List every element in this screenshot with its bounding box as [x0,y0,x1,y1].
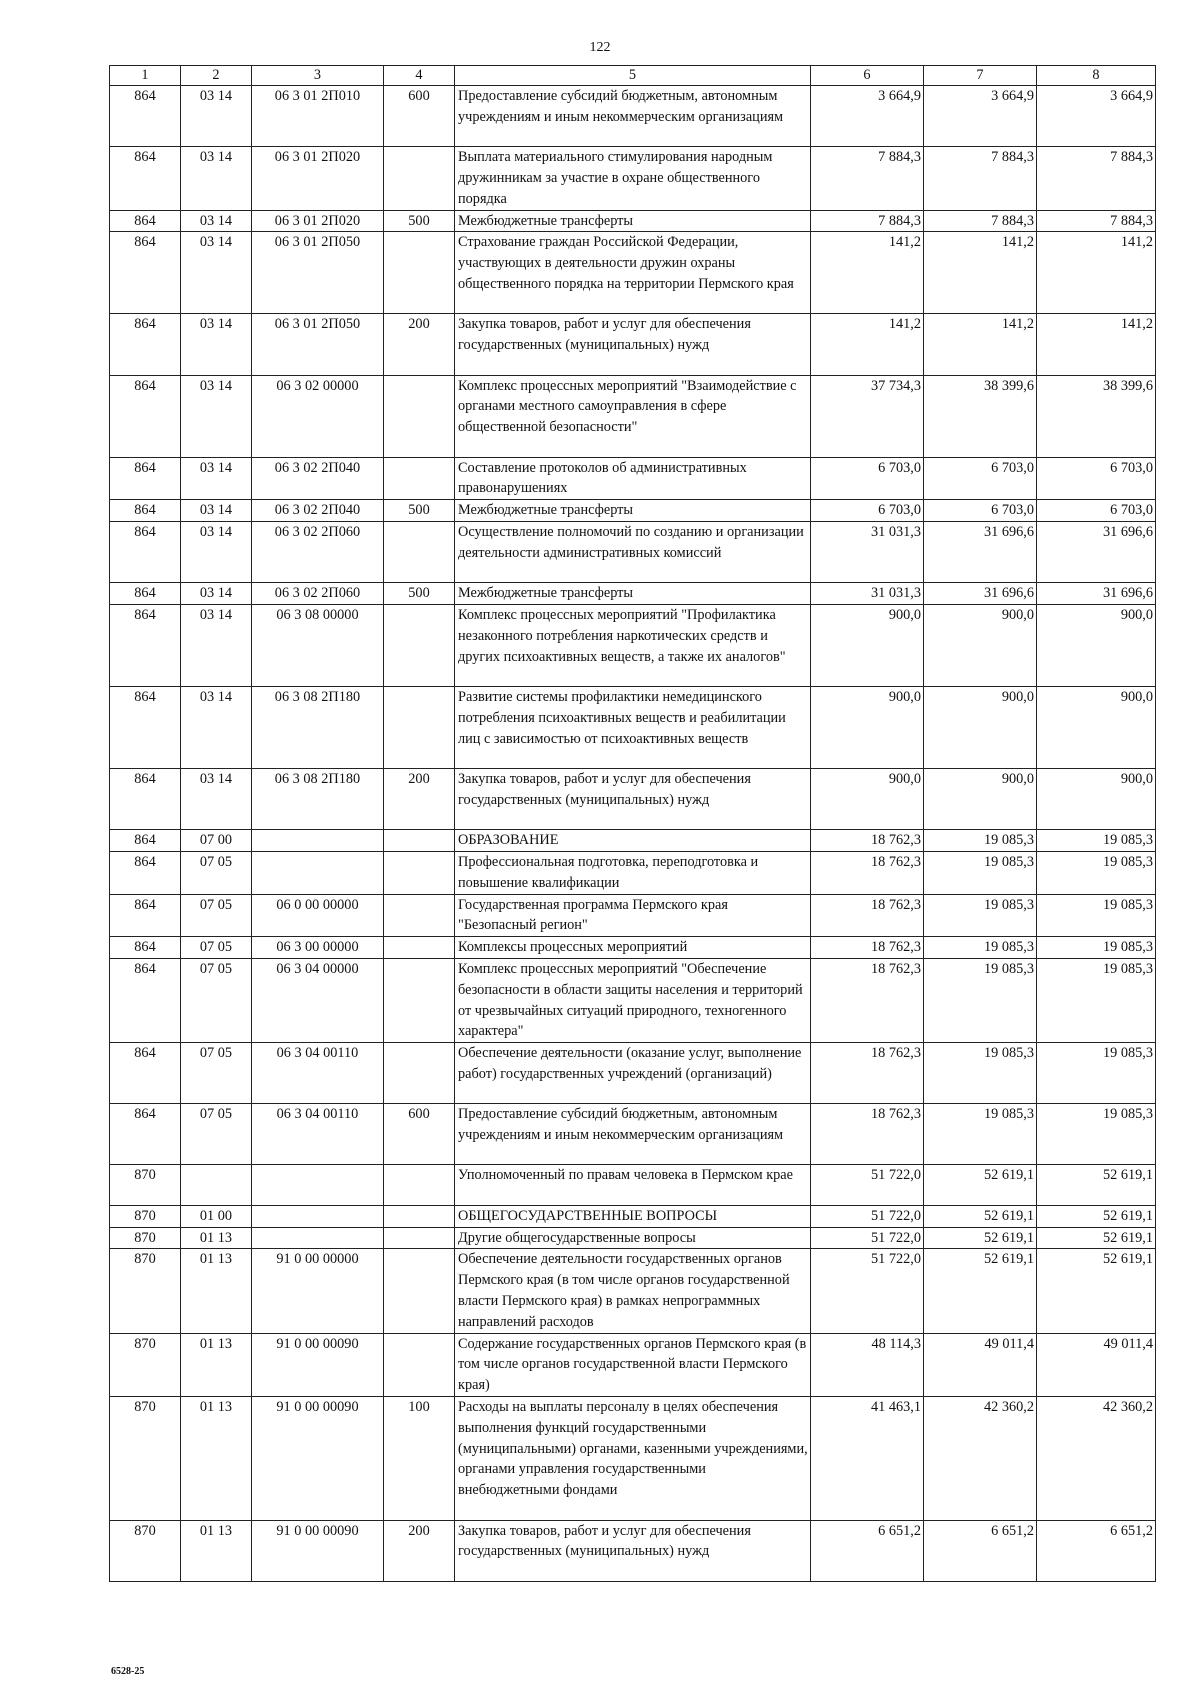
cell-ministry-code: 870 [110,1333,181,1396]
cell-ministry-code: 864 [110,830,181,852]
cell-section-code: 03 14 [181,686,252,768]
cell-description: Предоставление субсидий бюджетным, автономным учреждениям и иным некоммерческим организациям [455,86,811,147]
cell-target-item: 06 3 04 00000 [252,958,384,1042]
cell-amount-year3: 141,2 [1037,232,1156,314]
cell-amount-year1: 51 722,0 [811,1249,924,1333]
cell-amount-year1: 31 031,3 [811,583,924,605]
cell-expense-type [384,604,455,686]
cell-amount-year3: 31 696,6 [1037,521,1156,582]
cell-ministry-code: 870 [110,1165,181,1205]
cell-section-code: 03 14 [181,457,252,500]
cell-target-item: 06 3 02 2П060 [252,521,384,582]
cell-amount-year2: 49 011,4 [924,1333,1037,1396]
cell-amount-year3: 900,0 [1037,604,1156,686]
cell-section-code: 07 05 [181,1104,252,1165]
cell-description: Профессиональная подготовка, переподготовка и повышение квалификации [455,851,811,894]
cell-amount-year3: 900,0 [1037,686,1156,768]
cell-target-item: 06 3 00 00000 [252,937,384,959]
budget-table [109,65,1156,1582]
cell-target-item [252,1205,384,1227]
cell-target-item: 06 3 02 2П060 [252,583,384,605]
cell-description: Составление протоколов об административных правонарушениях [455,457,811,500]
cell-amount-year3: 19 085,3 [1037,958,1156,1042]
cell-amount-year1: 51 722,0 [811,1165,924,1205]
cell-ministry-code: 864 [110,604,181,686]
cell-section-code: 07 05 [181,851,252,894]
page-number: 122 [589,40,611,55]
cell-amount-year3: 19 085,3 [1037,830,1156,852]
cell-amount-year2: 19 085,3 [924,1043,1037,1104]
cell-amount-year2: 19 085,3 [924,958,1037,1042]
cell-description: Страхование граждан Российской Федерации, участвующих в деятельности дружин охраны общественного порядка на территории Пермского края [455,232,811,314]
cell-amount-year1: 7 884,3 [811,210,924,232]
cell-ministry-code: 870 [110,1520,181,1581]
cell-target-item: 06 3 01 2П020 [252,210,384,232]
column-header: 7 [924,66,1037,86]
column-header: 2 [181,66,252,86]
cell-ministry-code: 864 [110,1043,181,1104]
cell-amount-year3: 900,0 [1037,768,1156,829]
cell-section-code [181,1165,252,1205]
cell-expense-type [384,1227,455,1249]
cell-target-item: 06 3 08 00000 [252,604,384,686]
cell-ministry-code: 864 [110,232,181,314]
cell-amount-year1: 37 734,3 [811,375,924,457]
cell-amount-year2: 19 085,3 [924,937,1037,959]
cell-target-item: 91 0 00 00090 [252,1397,384,1521]
cell-amount-year2: 19 085,3 [924,851,1037,894]
cell-expense-type [384,1043,455,1104]
cell-amount-year2: 19 085,3 [924,1104,1037,1165]
cell-amount-year3: 52 619,1 [1037,1165,1156,1205]
cell-expense-type [384,521,455,582]
cell-section-code: 03 14 [181,86,252,147]
cell-ministry-code: 864 [110,894,181,937]
header-row [110,66,1156,86]
cell-amount-year3: 6 651,2 [1037,1520,1156,1581]
cell-description: Осуществление полномочий по созданию и организации деятельности административных комиссий [455,521,811,582]
cell-amount-year1: 18 762,3 [811,1104,924,1165]
cell-description: ОБЩЕГОСУДАРСТВЕННЫЕ ВОПРОСЫ [455,1205,811,1227]
cell-target-item [252,1227,384,1249]
cell-target-item: 06 3 02 00000 [252,375,384,457]
table-row [110,1249,1156,1333]
table-row [110,1397,1156,1521]
cell-section-code: 03 14 [181,147,252,210]
cell-expense-type [384,851,455,894]
cell-description: Комплекс процессных мероприятий "Взаимодействие с органами местного самоуправления в сфере общественной безопасности" [455,375,811,457]
cell-amount-year1: 18 762,3 [811,851,924,894]
cell-amount-year2: 31 696,6 [924,583,1037,605]
cell-description: Расходы на выплаты персоналу в целях обеспечения выполнения функций государственными (муниципальными) органами, казенными учреждениями, органами управления государственными внебюджетными фондами [455,1397,811,1521]
table-row [110,500,1156,522]
cell-description: ОБРАЗОВАНИЕ [455,830,811,852]
cell-amount-year2: 19 085,3 [924,894,1037,937]
table-body [110,86,1156,1582]
cell-section-code: 07 05 [181,1043,252,1104]
table-row [110,1205,1156,1227]
column-header: 8 [1037,66,1156,86]
cell-amount-year1: 18 762,3 [811,958,924,1042]
cell-amount-year2: 900,0 [924,686,1037,768]
cell-amount-year3: 38 399,6 [1037,375,1156,457]
cell-amount-year1: 141,2 [811,232,924,314]
cell-expense-type [384,375,455,457]
cell-ministry-code: 864 [110,500,181,522]
cell-ministry-code: 864 [110,521,181,582]
cell-section-code: 01 13 [181,1249,252,1333]
cell-expense-type: 600 [384,86,455,147]
cell-amount-year1: 18 762,3 [811,937,924,959]
cell-section-code: 01 13 [181,1333,252,1396]
cell-description: Комплекс процессных мероприятий "Обеспечение безопасности в области защиты населения и территорий от чрезвычайных ситуаций природного, техногенного характера" [455,958,811,1042]
table-row [110,1520,1156,1581]
cell-amount-year2: 38 399,6 [924,375,1037,457]
cell-description: Закупка товаров, работ и услуг для обеспечения государственных (муниципальных) нужд [455,314,811,375]
cell-amount-year2: 31 696,6 [924,521,1037,582]
cell-amount-year2: 52 619,1 [924,1249,1037,1333]
cell-description: Межбюджетные трансферты [455,583,811,605]
column-header: 1 [110,66,181,86]
cell-section-code: 03 14 [181,583,252,605]
table-row [110,604,1156,686]
cell-description: Государственная программа Пермского края "Безопасный регион" [455,894,811,937]
cell-target-item: 06 3 01 2П010 [252,86,384,147]
cell-ministry-code: 864 [110,457,181,500]
cell-section-code: 03 14 [181,232,252,314]
cell-amount-year1: 6 651,2 [811,1520,924,1581]
cell-ministry-code: 870 [110,1227,181,1249]
cell-description: Комплекс процессных мероприятий "Профилактика незаконного потребления наркотических средств и других психоактивных веществ, а также их аналогов" [455,604,811,686]
table-row [110,894,1156,937]
column-header: 6 [811,66,924,86]
cell-ministry-code: 864 [110,147,181,210]
cell-amount-year1: 6 703,0 [811,457,924,500]
cell-expense-type: 600 [384,1104,455,1165]
cell-amount-year3: 19 085,3 [1037,1104,1156,1165]
cell-amount-year2: 6 703,0 [924,457,1037,500]
cell-amount-year3: 19 085,3 [1037,894,1156,937]
cell-expense-type [384,457,455,500]
cell-amount-year2: 900,0 [924,768,1037,829]
cell-amount-year1: 7 884,3 [811,147,924,210]
cell-expense-type: 500 [384,500,455,522]
cell-ministry-code: 864 [110,958,181,1042]
cell-ministry-code: 864 [110,1104,181,1165]
document-code: 6528-25 [111,1666,145,1677]
cell-amount-year1: 900,0 [811,604,924,686]
cell-amount-year3: 7 884,3 [1037,210,1156,232]
cell-amount-year1: 6 703,0 [811,500,924,522]
table-row [110,521,1156,582]
cell-amount-year1: 18 762,3 [811,830,924,852]
cell-amount-year3: 52 619,1 [1037,1205,1156,1227]
cell-expense-type [384,830,455,852]
cell-target-item [252,851,384,894]
cell-expense-type [384,1205,455,1227]
cell-expense-type [384,958,455,1042]
cell-target-item: 06 3 04 00110 [252,1104,384,1165]
cell-section-code: 01 00 [181,1205,252,1227]
cell-description: Обеспечение деятельности (оказание услуг, выполнение работ) государственных учреждений (организаций) [455,1043,811,1104]
cell-amount-year1: 900,0 [811,768,924,829]
cell-amount-year1: 31 031,3 [811,521,924,582]
cell-amount-year3: 19 085,3 [1037,1043,1156,1104]
cell-ministry-code: 864 [110,686,181,768]
cell-amount-year2: 6 651,2 [924,1520,1037,1581]
cell-ministry-code: 864 [110,768,181,829]
cell-description: Межбюджетные трансферты [455,500,811,522]
cell-amount-year1: 3 664,9 [811,86,924,147]
table-row [110,210,1156,232]
cell-section-code: 03 14 [181,500,252,522]
cell-target-item [252,830,384,852]
cell-section-code: 03 14 [181,314,252,375]
cell-section-code: 07 05 [181,958,252,1042]
cell-section-code: 01 13 [181,1397,252,1521]
cell-ministry-code: 864 [110,210,181,232]
cell-target-item: 06 0 00 00000 [252,894,384,937]
cell-ministry-code: 864 [110,851,181,894]
cell-description: Обеспечение деятельности государственных органов Пермского края (в том числе органов государственной власти Пермского края) в рамках непрограммных направлений расходов [455,1249,811,1333]
cell-description: Другие общегосударственные вопросы [455,1227,811,1249]
cell-amount-year3: 52 619,1 [1037,1249,1156,1333]
cell-amount-year2: 141,2 [924,232,1037,314]
cell-expense-type [384,686,455,768]
cell-expense-type [384,1333,455,1396]
table-row [110,686,1156,768]
cell-ministry-code: 864 [110,937,181,959]
column-header: 5 [455,66,811,86]
cell-amount-year2: 3 664,9 [924,86,1037,147]
cell-target-item: 06 3 04 00110 [252,1043,384,1104]
cell-amount-year2: 52 619,1 [924,1165,1037,1205]
cell-expense-type: 200 [384,768,455,829]
cell-description: Уполномоченный по правам человека в Пермском крае [455,1165,811,1205]
cell-expense-type [384,894,455,937]
cell-amount-year1: 51 722,0 [811,1205,924,1227]
cell-target-item: 91 0 00 00090 [252,1520,384,1581]
cell-amount-year3: 49 011,4 [1037,1333,1156,1396]
cell-amount-year1: 900,0 [811,686,924,768]
column-header: 3 [252,66,384,86]
cell-section-code: 07 05 [181,937,252,959]
cell-description: Развитие системы профилактики немедицинского потребления психоактивных веществ и реабилитации лиц с зависимостью от психоактивных веществ [455,686,811,768]
table-row [110,1227,1156,1249]
cell-expense-type [384,1249,455,1333]
cell-section-code: 07 00 [181,830,252,852]
table-row [110,830,1156,852]
cell-expense-type: 100 [384,1397,455,1521]
cell-amount-year2: 7 884,3 [924,210,1037,232]
cell-section-code: 03 14 [181,210,252,232]
table-row [110,1104,1156,1165]
cell-description: Содержание государственных органов Пермского края (в том числе органов государственной власти Пермского края) [455,1333,811,1396]
table-row [110,958,1156,1042]
cell-amount-year1: 41 463,1 [811,1397,924,1521]
table-row [110,314,1156,375]
cell-ministry-code: 864 [110,375,181,457]
cell-ministry-code: 864 [110,583,181,605]
column-header: 4 [384,66,455,86]
cell-amount-year3: 7 884,3 [1037,147,1156,210]
cell-expense-type: 200 [384,314,455,375]
table-row [110,86,1156,147]
cell-amount-year1: 51 722,0 [811,1227,924,1249]
cell-amount-year3: 19 085,3 [1037,937,1156,959]
cell-amount-year2: 900,0 [924,604,1037,686]
cell-amount-year3: 141,2 [1037,314,1156,375]
cell-target-item: 06 3 02 2П040 [252,500,384,522]
cell-amount-year2: 6 703,0 [924,500,1037,522]
table-row [110,768,1156,829]
cell-amount-year1: 141,2 [811,314,924,375]
cell-amount-year2: 19 085,3 [924,830,1037,852]
cell-amount-year3: 19 085,3 [1037,851,1156,894]
cell-amount-year3: 52 619,1 [1037,1227,1156,1249]
cell-ministry-code: 870 [110,1249,181,1333]
cell-description: Комплексы процессных мероприятий [455,937,811,959]
cell-section-code: 03 14 [181,375,252,457]
cell-expense-type [384,232,455,314]
cell-section-code: 01 13 [181,1520,252,1581]
table-row [110,375,1156,457]
cell-amount-year3: 6 703,0 [1037,500,1156,522]
cell-amount-year1: 48 114,3 [811,1333,924,1396]
cell-section-code: 03 14 [181,768,252,829]
table-row [110,1165,1156,1205]
cell-ministry-code: 870 [110,1205,181,1227]
cell-amount-year2: 7 884,3 [924,147,1037,210]
cell-amount-year2: 52 619,1 [924,1205,1037,1227]
cell-description: Выплата материального стимулирования народным дружинникам за участие в охране общественного порядка [455,147,811,210]
cell-section-code: 03 14 [181,604,252,686]
cell-section-code: 03 14 [181,521,252,582]
cell-amount-year3: 6 703,0 [1037,457,1156,500]
cell-amount-year3: 31 696,6 [1037,583,1156,605]
cell-target-item: 91 0 00 00000 [252,1249,384,1333]
cell-target-item: 06 3 08 2П180 [252,768,384,829]
cell-ministry-code: 870 [110,1397,181,1521]
cell-amount-year3: 42 360,2 [1037,1397,1156,1521]
table-row [110,1333,1156,1396]
table-row [110,583,1156,605]
cell-expense-type [384,937,455,959]
cell-expense-type [384,147,455,210]
cell-ministry-code: 864 [110,86,181,147]
table-row [110,1043,1156,1104]
cell-amount-year3: 3 664,9 [1037,86,1156,147]
cell-description: Предоставление субсидий бюджетным, автономным учреждениям и иным некоммерческим организациям [455,1104,811,1165]
cell-description: Закупка товаров, работ и услуг для обеспечения государственных (муниципальных) нужд [455,768,811,829]
cell-expense-type: 200 [384,1520,455,1581]
cell-target-item: 06 3 01 2П050 [252,314,384,375]
table-row [110,232,1156,314]
table-row [110,457,1156,500]
table-row [110,937,1156,959]
cell-target-item: 06 3 08 2П180 [252,686,384,768]
table-row [110,147,1156,210]
table-row [110,851,1156,894]
cell-description: Межбюджетные трансферты [455,210,811,232]
cell-description: Закупка товаров, работ и услуг для обеспечения государственных (муниципальных) нужд [455,1520,811,1581]
cell-section-code: 07 05 [181,894,252,937]
cell-target-item: 91 0 00 00090 [252,1333,384,1396]
cell-section-code: 01 13 [181,1227,252,1249]
cell-target-item: 06 3 02 2П040 [252,457,384,500]
cell-ministry-code: 864 [110,314,181,375]
cell-amount-year2: 141,2 [924,314,1037,375]
cell-expense-type: 500 [384,210,455,232]
cell-target-item: 06 3 01 2П020 [252,147,384,210]
cell-target-item: 06 3 01 2П050 [252,232,384,314]
cell-amount-year1: 18 762,3 [811,894,924,937]
cell-amount-year1: 18 762,3 [811,1043,924,1104]
cell-expense-type [384,1165,455,1205]
cell-target-item [252,1165,384,1205]
cell-expense-type: 500 [384,583,455,605]
cell-amount-year2: 42 360,2 [924,1397,1037,1521]
cell-amount-year2: 52 619,1 [924,1227,1037,1249]
